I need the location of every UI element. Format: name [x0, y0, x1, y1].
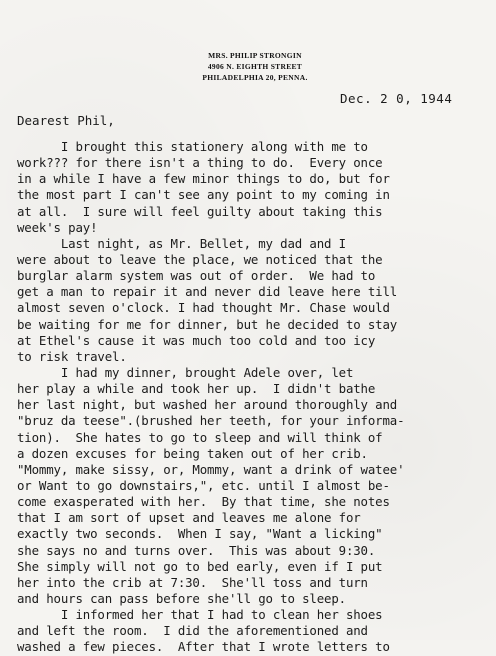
letter-line: a dozen excuses for being taken out of her crib. — [17, 445, 368, 461]
letterhead-street: 4906 N. EIGHTH STREET — [207, 62, 303, 71]
letterhead — [150, 50, 360, 83]
letter-line: burglar alarm system was out of order. We had to — [17, 268, 376, 284]
letter-line: almost seven o'clock. I had thought Mr. Chase would — [17, 300, 390, 316]
letter-line: she says no and turns over. This was about 9:30. — [17, 542, 376, 558]
letter-line: I informed her that I had to clean her shoes — [17, 607, 383, 623]
letter-line: washed a few pieces. After that I wrote letters to — [17, 639, 390, 655]
salutation: Dearest Phil, — [17, 113, 115, 128]
letter-line: get a man to repair it and never did leave here till — [17, 284, 398, 300]
letter-line: tion). She hates to go to sleep and will think of — [17, 429, 383, 445]
letter-line: work??? for there isn't a thing to do. Every once — [17, 155, 383, 171]
letter-body — [17, 139, 495, 656]
letter-date: Dec. 2 0, 1944 — [340, 91, 453, 106]
letter-line: her play a while and took her up. I didn't bathe — [17, 381, 376, 397]
letter-line: to risk travel. — [17, 348, 127, 364]
letterhead-name: MRS. PHILIP STRONGIN — [208, 51, 302, 60]
letter-line: and left the room. I did the aforementioned and — [17, 623, 368, 639]
letter-line: the most part I can't see any point to my coming in — [17, 187, 390, 203]
letter-line: that I am sort of upset and leaves me alone for — [17, 510, 361, 526]
letter-line: come exasperated with her. By that time, she notes — [17, 494, 390, 510]
letter-line: were about to leave the place, we noticed that the — [17, 251, 383, 267]
letter-line: and hours can pass before she'll go to sleep. — [17, 590, 346, 606]
letter-line: Last night, as Mr. Bellet, my dad and I — [17, 235, 346, 251]
letter-line: be waiting for me for dinner, but he decided to stay — [17, 316, 398, 332]
letter-line: "bruz da teese".(brushed her teeth, for your informa- — [17, 413, 405, 429]
letter-line: her last night, but washed her around thoroughly and — [17, 397, 398, 413]
letter-line: at all. I sure will feel guilty about taking this — [17, 203, 383, 219]
letter-line: "Mommy, make sissy, or, Mommy, want a drink of watee' — [17, 461, 405, 477]
letter-line: I had my dinner, brought Adele over, let — [17, 364, 354, 380]
letter-line: or Want to go downstairs,", etc. until I almost be- — [17, 477, 390, 493]
letter-line: at Ethel's cause it was much too cold and too icy — [17, 332, 376, 348]
letterhead-city: PHILADELPHIA 20, PENNA. — [202, 73, 308, 82]
letter-line: her into the crib at 7:30. She'll toss and turn — [17, 574, 368, 590]
letter-line: exactly two seconds. When I say, "Want a licking" — [17, 526, 383, 542]
letter-line: week's pay! — [17, 219, 98, 235]
letter-line: I brought this stationery along with me to — [17, 139, 368, 154]
letter-line: in a while I have a few minor things to do, but for — [17, 171, 390, 187]
letter-line: She simply will not go to bed early, even if I put — [17, 558, 383, 574]
